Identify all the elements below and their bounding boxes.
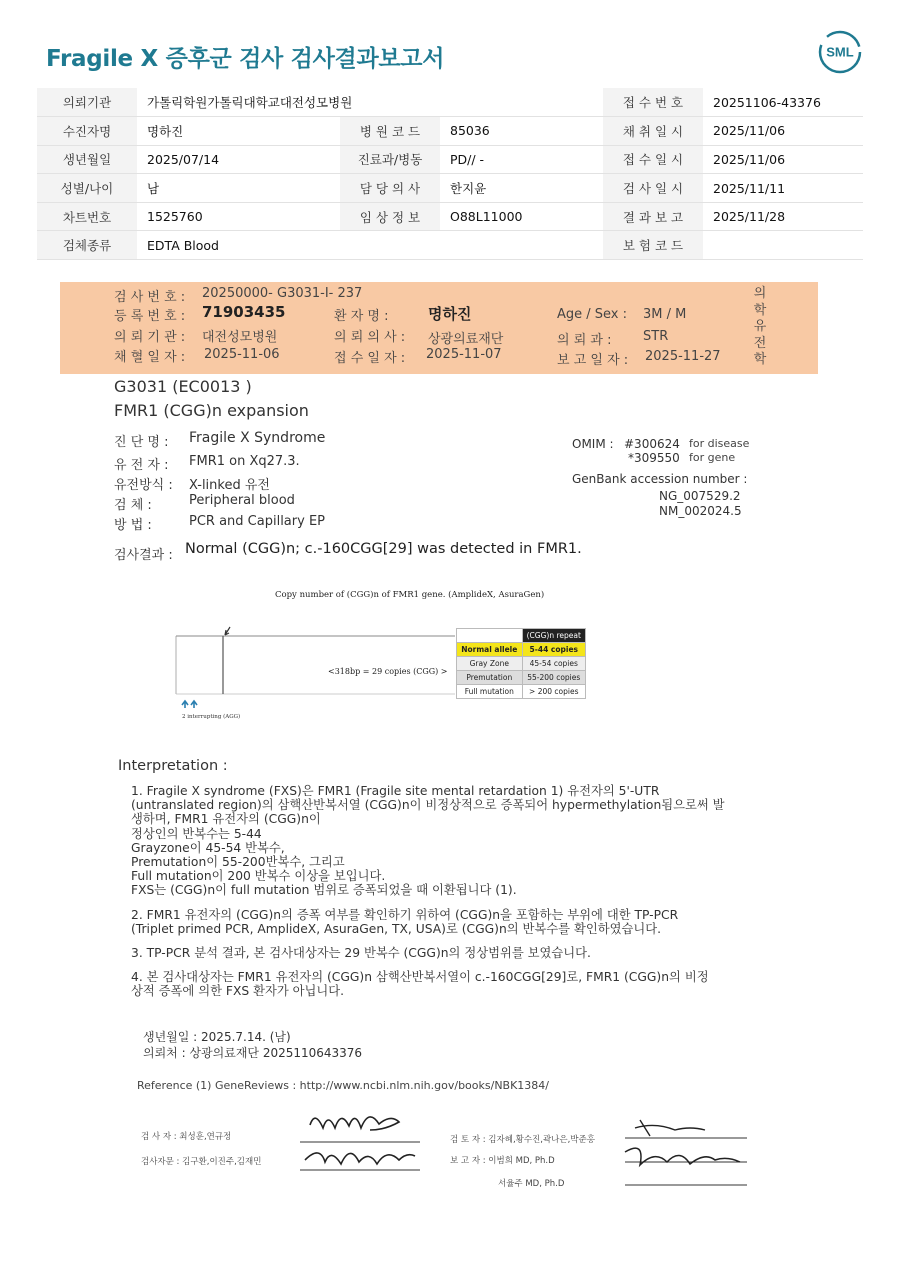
result-label: 검사결과 : — [114, 548, 173, 563]
dob-line: 생년월일 : 2025.7.14. (남) — [143, 1030, 291, 1044]
info-value: 2025/11/11 — [703, 174, 863, 203]
info-value: PD// - — [440, 145, 603, 174]
info-value: 1525760 — [137, 202, 340, 231]
info-value: 85036 — [440, 117, 603, 146]
info-value: EDTA Blood — [137, 231, 603, 260]
reg-no-label: 등 록 번 호 : — [114, 309, 186, 324]
omim-label: OMIM : — [572, 437, 614, 451]
legend-range: 5-44 copies — [522, 643, 585, 657]
mode-label: 유전방식 : — [114, 478, 173, 493]
info-value: 명하진 — [137, 117, 340, 146]
info-label: 담 당 의 사 — [340, 174, 440, 203]
receive-date: 2025-11-07 — [426, 347, 502, 362]
result-value: Normal (CGG)n; c.-160CGG[29] was detected in FMR1. — [185, 541, 582, 557]
test-no: 20250000- G3031-I- 237 — [202, 286, 363, 301]
gene-value: FMR1 on Xq27.3. — [189, 454, 300, 469]
side-label: 의 학 유 전 학 — [753, 286, 767, 367]
test-name: FMR1 (CGG)n expansion — [114, 401, 309, 420]
legend-cat: Full mutation — [457, 685, 523, 699]
interp-line: 2. FMR1 유전자의 (CGG)n의 증폭 여부를 확인하기 위하여 (CGG)n을 포함하는 부위에 대한 TP-PCR — [131, 907, 679, 922]
reporter: 보 고 자 : 이범희 MD, Ph.D — [450, 1156, 555, 1166]
interp-body — [131, 784, 725, 998]
requester-line: 의뢰처 : 상광의료재단 2025110643376 — [143, 1046, 363, 1060]
interp-line: Full mutation이 200 반복수 이상을 보입니다. — [131, 869, 386, 884]
info-label: 진료과/병동 — [340, 145, 440, 174]
info-value: 가톨릭학원가톨릭대학교대전성모병원 — [137, 88, 603, 117]
interp-line: 4. 본 검사대상자는 FMR1 유전자의 (CGG)n 삼핵산반복서열이 c.-160CGG[29]로, FMR1 (CGG)n의 비정 — [131, 970, 709, 985]
info-label: 결 과 보 고 — [603, 202, 703, 231]
omim-gene: *309550 — [628, 451, 680, 465]
info-label: 병 원 코 드 — [340, 117, 440, 146]
patient-label: 환 자 명 : — [334, 309, 389, 324]
reporter-2: 서율주 MD, Ph.D — [498, 1179, 565, 1189]
interrupt-label: 2 interrupting (AGG) — [182, 714, 241, 720]
info-row — [37, 202, 863, 231]
capillary-chart — [170, 622, 460, 732]
genbank-label: GenBank accession number : — [572, 472, 748, 486]
interp-line — [131, 898, 725, 908]
test-no-label: 검 사 번 호 : — [114, 290, 186, 305]
examiner: 검 사 자 : 최성훈,연규정 — [141, 1132, 232, 1142]
peak-arrow-icon — [225, 627, 230, 635]
info-label: 접 수 번 호 — [603, 88, 703, 117]
interp-line — [131, 936, 725, 946]
genbank-2: NM_002024.5 — [659, 504, 742, 518]
interp-line: FXS는 (CGG)n이 full mutation 범위로 증폭되었을 때 이환됩니다 (1). — [131, 883, 517, 898]
signature-2 — [305, 1153, 415, 1164]
diag-label: 진 단 명 : — [114, 435, 169, 450]
info-label: 생년월일 — [37, 145, 137, 174]
reference-line: Reference (1) GeneReviews : http://www.ncbi.nlm.nih.gov/books/NBK1384/ — [137, 1079, 550, 1092]
interp-line: 1. Fragile X syndrome (FXS)은 FMR1 (Fragile site mental retardation 1) 유전자의 5'-UTR — [131, 784, 660, 798]
reg-no: 71903435 — [202, 303, 286, 321]
info-row — [37, 231, 863, 260]
info-label: 보 험 코 드 — [603, 231, 703, 260]
info-label: 접 수 일 시 — [603, 145, 703, 174]
interp-line: 정상인의 반복수는 5-44 — [131, 826, 262, 841]
legend-range: 45-54 copies — [522, 657, 585, 671]
info-label: 차트번호 — [37, 202, 137, 231]
info-label: 검체종류 — [37, 231, 137, 260]
info-label: 수진자명 — [37, 117, 137, 146]
legend-cat: Gray Zone — [457, 657, 523, 671]
interrupt-arrows-icon — [182, 701, 197, 708]
interp-line: Grayzone이 45-54 반복수, — [131, 840, 285, 855]
info-label: 검 사 일 시 — [603, 174, 703, 203]
interp-heading: Interpretation : — [118, 758, 228, 774]
info-value: 한지윤 — [440, 174, 603, 203]
report-title: Fragile X 증후군 검사 검사결과보고서 — [46, 46, 445, 72]
omim-disease-note: for disease — [689, 437, 750, 450]
agesex-label: Age / Sex : — [557, 307, 628, 322]
test-code: G3031 (EC0013 ) — [114, 377, 252, 396]
legend-range: 55-200 copies — [522, 671, 585, 685]
dept: STR — [643, 329, 669, 344]
info-value: O88L11000 — [440, 202, 603, 231]
logo-text: SML — [826, 44, 854, 60]
signature-3 — [635, 1120, 705, 1136]
gene-label: 유 전 자 : — [114, 458, 169, 473]
info-label: 임 상 정 보 — [340, 202, 440, 231]
legend-range: > 200 copies — [522, 685, 585, 699]
interp-line: (untranslated region)의 삼핵산반복서열 (CGG)n이 비정상적으로 증폭되어 hypermethylation됨으로써 발 — [131, 798, 725, 813]
info-row — [37, 174, 863, 203]
sml-logo — [818, 30, 862, 74]
omim-gene-note: for gene — [689, 451, 736, 464]
info-value: 2025/11/06 — [703, 145, 863, 174]
collect-date: 2025-11-06 — [204, 347, 280, 362]
patient-name: 명하진 — [428, 305, 472, 323]
doctor-label: 의 뢰 의 사 : — [334, 330, 406, 345]
dept-label: 의 뢰 과 : — [557, 333, 612, 348]
genbank-1: NG_007529.2 — [659, 489, 741, 503]
diag-value: Fragile X Syndrome — [189, 430, 326, 446]
lab-header-band — [60, 282, 818, 374]
interp-line — [131, 960, 725, 970]
spec-label: 검 체 : — [114, 498, 152, 513]
legend-header: (CGG)n repeat — [522, 629, 585, 643]
chart-title: Copy number of (CGG)n of FMR1 gene. (AmplideX, AsuraGen) — [275, 590, 545, 600]
inst-label: 의 뢰 기 관 : — [114, 330, 186, 345]
info-row — [37, 88, 863, 117]
interp-line: 3. TP-PCR 분석 결과, 본 검사대상자는 29 반복수 (CGG)n의 정상범위를 보였습니다. — [131, 945, 591, 960]
patient-info-table — [37, 88, 863, 260]
info-value — [703, 231, 863, 260]
interp-line: 생하며, FMR1 유전자의 (CGG)n이 — [131, 812, 321, 827]
info-label: 채 취 일 시 — [603, 117, 703, 146]
info-row — [37, 145, 863, 174]
peak-label: <318bp = 29 copies (CGG) > — [328, 667, 448, 676]
info-label: 성별/나이 — [37, 174, 137, 203]
reviewer: 검 토 자 : 김자혜,황수진,곽나은,박준홍 — [450, 1135, 595, 1145]
info-value: 2025/11/06 — [703, 117, 863, 146]
info-row — [37, 117, 863, 146]
cgg-legend-table — [456, 628, 586, 699]
report-date: 2025-11-27 — [645, 349, 721, 364]
inst: 대전성모병원 — [202, 330, 278, 345]
doctor: 상광의료재단 — [428, 332, 504, 347]
info-value: 남 — [137, 174, 340, 203]
info-label: 의뢰기관 — [37, 88, 137, 117]
method-label: 방 법 : — [114, 518, 152, 533]
assistant: 검사자문 : 김구환,이진주,김재민 — [141, 1157, 262, 1167]
info-value: 2025/11/28 — [703, 202, 863, 231]
info-value: 20251106-43376 — [703, 88, 863, 117]
spec-value: Peripheral blood — [189, 493, 295, 508]
interp-line: (Triplet primed PCR, AmplideX, AsuraGen, TX, USA)로 (CGG)n의 반복수를 확인하였습니다. — [131, 921, 662, 936]
signature-lines — [295, 1100, 755, 1195]
signature-1 — [310, 1117, 399, 1130]
legend-cat: Normal allele — [457, 643, 523, 657]
interp-line: Premutation이 55-200반복수, 그리고 — [131, 854, 345, 869]
legend-cat: Premutation — [457, 671, 523, 685]
receive-label: 접 수 일 자 : — [334, 351, 406, 366]
agesex: 3M / M — [643, 307, 687, 322]
info-value: 2025/07/14 — [137, 145, 340, 174]
omim-disease: #300624 — [624, 437, 680, 451]
mode-value: X-linked 유전 — [189, 478, 270, 493]
report-label: 보 고 일 자 : — [557, 353, 629, 368]
collect-label: 채 혈 일 자 : — [114, 350, 186, 365]
interp-line: 상적 증폭에 의한 FXS 환자가 아닙니다. — [131, 984, 345, 999]
method-value: PCR and Capillary EP — [189, 514, 325, 529]
